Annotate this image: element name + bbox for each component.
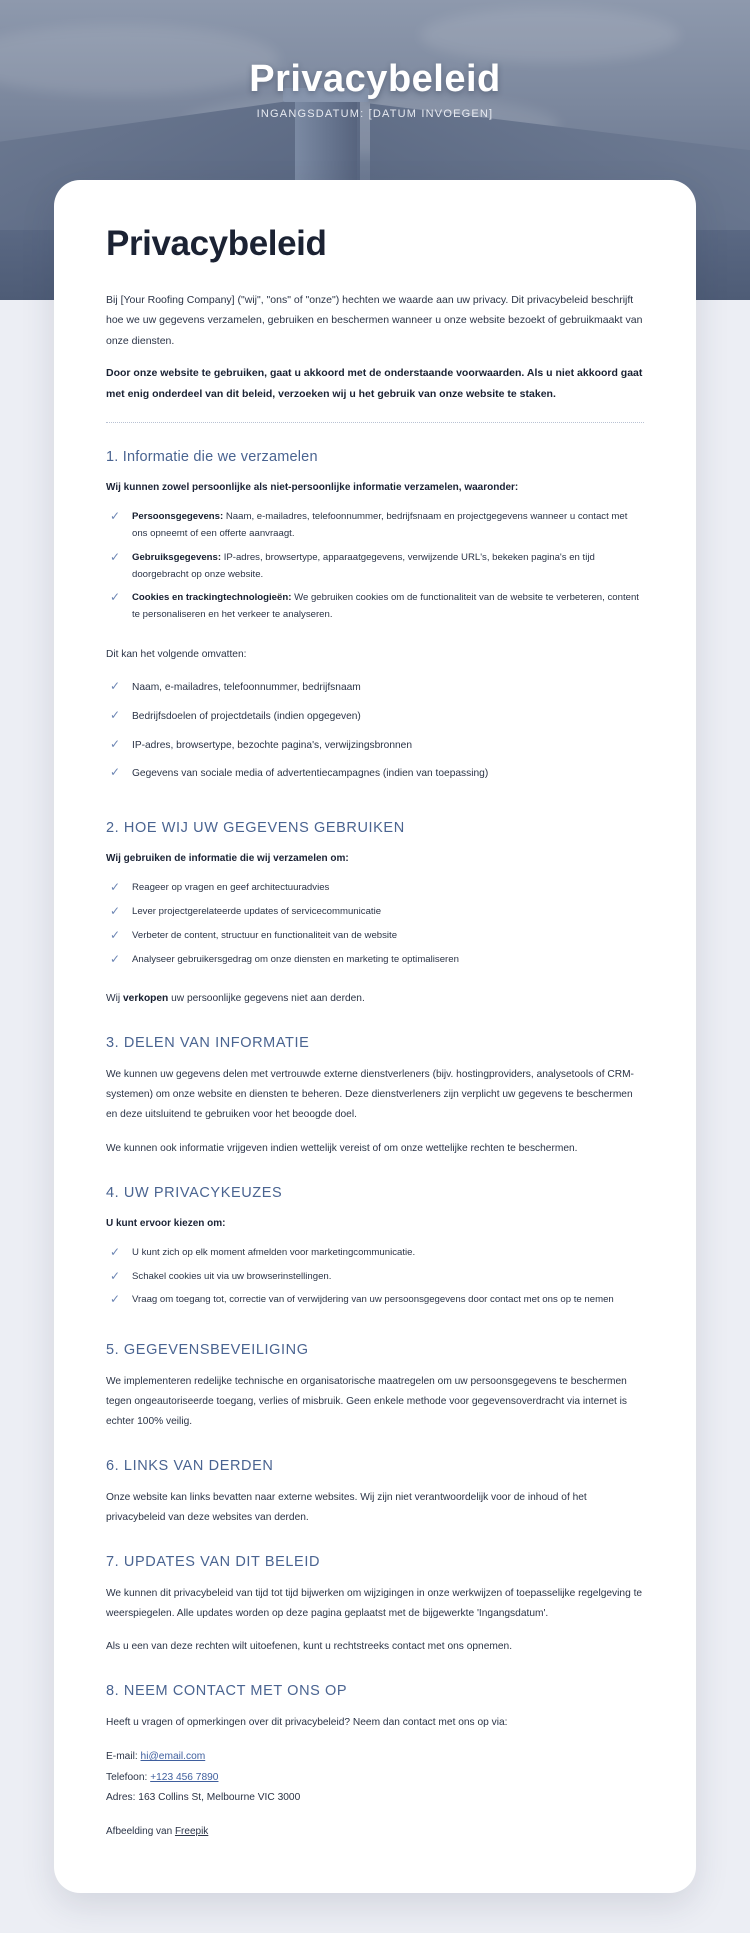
list-item — [106, 1269, 644, 1293]
list-item — [106, 509, 644, 550]
section-heading-1: 1. Informatie die we verzamelen — [106, 449, 318, 466]
section-1-subtext: Dit kan het volgende omvatten: — [106, 649, 247, 661]
list-item-text: Naam, e-mailadres, telefoonnummer, bedrijfsnaam en projectgegevens wanneer u contact met ons opneemt of een offerte aanvraagt. — [132, 511, 628, 540]
section-heading-3: 3. DELEN VAN INFORMATIE — [106, 1035, 310, 1052]
list-item — [106, 1292, 644, 1316]
closing-post: uw persoonlijke gegevens niet aan derden. — [168, 993, 365, 1005]
check-icon: ✓ — [110, 765, 121, 780]
list-item — [106, 952, 644, 976]
section-heading-4: 4. UW PRIVACYKEUZES — [106, 1184, 283, 1201]
section-2-closing — [106, 989, 644, 1009]
list-item-text: Gegevens van sociale media of advertentiecampagnes (indien van toepassing) — [132, 768, 489, 780]
section-5-paragraph-1: We implementeren redelijke technische en organisatorische maatregelen om uw persoonsgegevens te beschermen tegen ongeautoriseerde toegang, verlies of misbruik. Geen enkele methode voor gegevensoverdracht via internet is echter 100% veilig. — [106, 1376, 628, 1427]
section-heading-8: 8. NEEM CONTACT MET ONS OP — [106, 1683, 348, 1700]
phone-link[interactable]: +123 456 7890 — [150, 1771, 219, 1783]
freepik-link[interactable]: Freepik — [174, 1826, 209, 1838]
section-divider — [106, 422, 644, 423]
credit-label: Afbeelding van — [106, 1826, 175, 1838]
check-icon: ✓ — [110, 1292, 121, 1307]
hero-cloud — [420, 8, 680, 63]
check-icon: ✓ — [110, 678, 121, 693]
section-1-lead: Wij kunnen zowel persoonlijke als niet-persoonlijke informatie verzamelen, waaronder: — [106, 482, 519, 494]
check-icon: ✓ — [110, 590, 121, 605]
check-icon: ✓ — [110, 927, 121, 942]
image-credit — [106, 1826, 644, 1837]
closing-pre: Wij — [106, 993, 123, 1005]
page-title: Privacybeleid — [106, 224, 327, 263]
list-item — [106, 590, 644, 631]
check-icon: ✓ — [110, 951, 121, 966]
list-item-label: Gebruiksgegevens: — [132, 551, 222, 563]
list-item-text: Naam, e-mailadres, telefoonnummer, bedrijfsnaam — [132, 681, 361, 693]
list-item-text: Schakel cookies uit via uw browserinstellingen. — [132, 1270, 332, 1282]
check-icon: ✓ — [110, 707, 121, 722]
list-item-text: Analyseer gebruikersgedrag om onze diensten en marketing te optimaliseren — [132, 953, 459, 965]
section-heading-2: 2. HOE WIJ UW GEGEVENS GEBRUIKEN — [106, 820, 405, 837]
list-item-text: Reageer op vragen en geef architectuuradvies — [132, 882, 330, 894]
closing-bold: verkopen — [122, 993, 169, 1005]
contact-email-line — [106, 1747, 644, 1767]
list-item — [106, 679, 644, 708]
list-item-text: IP-adres, browsertype, apparaatgegevens, verwijzende URL's, bekeken pagina's en tijd doorgebracht op onze website. — [132, 551, 595, 580]
list-item-text: Bedrijfsdoelen of projectdetails (indien opgegeven) — [132, 710, 361, 722]
section-heading-7: 7. UPDATES VAN DIT BELEID — [106, 1553, 321, 1570]
list-item-label: Persoonsgegevens: — [132, 511, 224, 523]
check-icon: ✓ — [110, 736, 121, 751]
intro-paragraph-1: Bij [Your Roofing Company] ("wij", "ons" of "onze") hechten we waarde aan uw privacy. Dit privacybeleid beschrijft hoe we uw gegevens verzamelen, gebruiken en beschermen wanneer u onze website bezoekt of gebruikmaakt van onze diensten. — [106, 294, 643, 347]
list-item-text: IP-adres, browsertype, bezochte pagina's, verwijzingsbronnen — [132, 739, 412, 751]
intro-paragraph-2: Door onze website te gebruiken, gaat u akkoord met de onderstaande voorwaarden. Als u niet akkoord gaat met enig onderdeel van dit beleid, verzoeken wij u het gebruik van onze website te staken. — [106, 367, 643, 400]
list-item-text: We gebruiken cookies om de functionaliteit van de website te verbeteren, content te personaliseren en het verkeer te analyseren. — [132, 592, 639, 621]
email-label: E-mail: — [106, 1751, 141, 1763]
section-4-list — [106, 1245, 644, 1316]
list-item — [106, 708, 644, 737]
list-item-text: U kunt zich op elk moment afmelden voor marketingcommunicatie. — [132, 1246, 416, 1258]
check-icon: ✓ — [110, 1244, 121, 1259]
list-item — [106, 765, 644, 794]
section-7-paragraph-2: Als u een van deze rechten wilt uitoefenen, kunt u rechtstreeks contact met ons opnemen. — [106, 1641, 513, 1653]
list-item — [106, 880, 644, 904]
check-icon: ✓ — [110, 1268, 121, 1283]
list-item — [106, 904, 644, 928]
check-icon: ✓ — [110, 549, 121, 564]
list-item — [106, 928, 644, 952]
phone-label: Telefoon: — [106, 1771, 151, 1783]
section-3-paragraph-2: We kunnen ook informatie vrijgeven indien wettelijk vereist of om onze wettelijke rechten te beschermen. — [106, 1142, 578, 1154]
section-4-lead: U kunt ervoor kiezen om: — [106, 1217, 226, 1229]
section-6-paragraph-1: Onze website kan links bevatten naar externe websites. Wij zijn niet verantwoordelijk voor de inhoud of het privacybeleid van deze websites van derden. — [106, 1491, 587, 1523]
contact-address-line: Adres: 163 Collins St, Melbourne VIC 3000 — [106, 1792, 301, 1804]
list-item-text: Verbeter de content, structuur en functionaliteit van de website — [132, 929, 398, 941]
list-item — [106, 737, 644, 766]
hero-effective-date: INGANGSDATUM: [DATUM INVOEGEN] — [256, 108, 494, 120]
list-item — [106, 1245, 644, 1269]
list-item-text: Lever projectgerelateerde updates of servicecommunicatie — [132, 906, 382, 918]
hero-title: Privacybeleid — [249, 58, 501, 100]
section-7-paragraph-1: We kunnen dit privacybeleid van tijd tot tijd bijwerken om wijzigingen in onze werkwijzen of toepasselijke regelgeving te weerspiegelen. Alle updates worden op deze pagina geplaatst met de bijgewerkte 'Ingangsdatum'. — [106, 1587, 643, 1619]
section-heading-5: 5. GEGEVENSBEVEILIGING — [106, 1342, 309, 1359]
check-icon: ✓ — [110, 904, 121, 919]
list-item-label: Cookies en trackingtechnologieën: — [132, 592, 292, 604]
email-link[interactable]: hi@email.com — [140, 1751, 206, 1763]
policy-card — [54, 180, 696, 1893]
section-1-list — [106, 509, 644, 631]
section-heading-6: 6. LINKS VAN DERDEN — [106, 1457, 274, 1474]
section-8-paragraph-1: Heeft u vragen of opmerkingen over dit privacybeleid? Neem dan contact met ons op via: — [106, 1717, 508, 1729]
check-icon: ✓ — [110, 880, 121, 895]
list-item — [106, 550, 644, 591]
contact-phone-line — [106, 1768, 644, 1788]
section-2-list — [106, 880, 644, 975]
list-item-text: Vraag om toegang tot, correctie van of verwijdering van uw persoonsgegevens door contact met ons op te nemen — [132, 1294, 614, 1306]
section-3-paragraph-1: We kunnen uw gegevens delen met vertrouwde externe dienstverleners (bijv. hostingproviders, analysetools of CRM-systemen) om onze website en diensten te beheren. Deze dienstverleners zijn verplicht uw gegevens te beschermen en deze uitsluitend te gebruiken voor het beoogde doel. — [106, 1069, 634, 1121]
section-2-lead: Wij gebruiken de informatie die wij verzamelen om: — [106, 853, 349, 865]
section-1-sublist — [106, 679, 644, 794]
check-icon: ✓ — [110, 509, 121, 524]
